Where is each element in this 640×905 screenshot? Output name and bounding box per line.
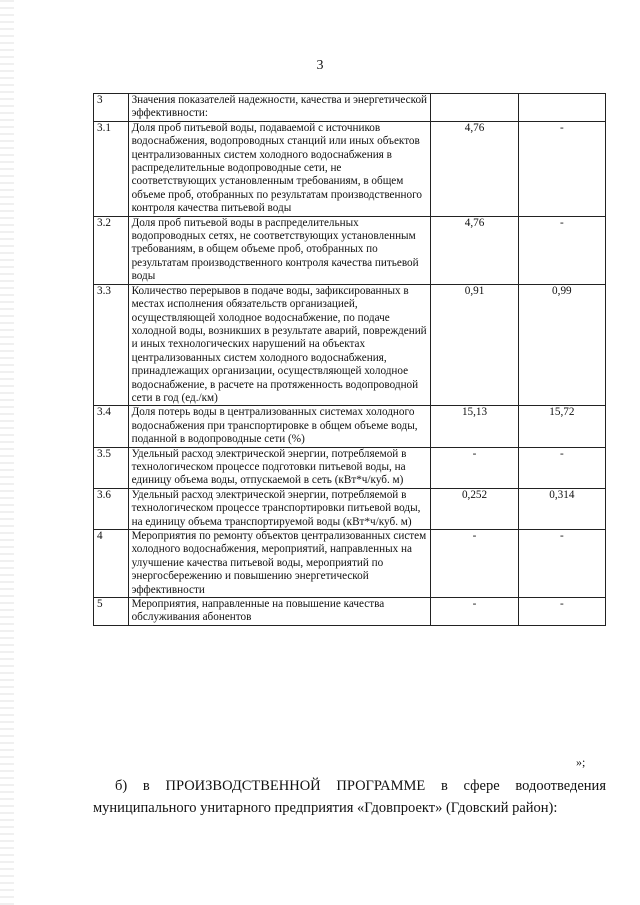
row-number: 3.2 — [94, 216, 129, 284]
table-row — [94, 406, 606, 447]
row-number: 3.1 — [94, 121, 129, 216]
indicators-table — [93, 93, 606, 626]
table-row — [94, 598, 606, 626]
table-row — [94, 94, 606, 122]
row-description: Мероприятия по ремонту объектов централизованных систем холодного водоснабжения, мероприятий, направленных на улучшение качества питьевой воды, мероприятий по энергосбережению и повышению энергетической эффективности — [128, 530, 431, 598]
row-value-2 — [518, 94, 605, 122]
table-row — [94, 447, 606, 488]
table-row — [94, 216, 606, 284]
page-number: 3 — [316, 58, 324, 73]
closing-quote: »; — [576, 755, 586, 769]
row-value-1: 0,91 — [431, 284, 518, 406]
row-value-1: 15,13 — [431, 406, 518, 447]
paragraph-line-1: б) в ПРОИЗВОДСТВЕННОЙ ПРОГРАММЕ в сфере водоотведения — [115, 778, 606, 794]
row-number: 3.3 — [94, 284, 129, 406]
row-value-1: - — [431, 530, 518, 598]
row-value-2: 15,72 — [518, 406, 605, 447]
row-description: Удельный расход электрической энергии, потребляемой в технологическом процессе подготовки питьевой воды, на единицу объема воды, отпускаемой в сеть (кВт*ч/куб. м) — [128, 447, 431, 488]
row-value-1: - — [431, 598, 518, 626]
row-description: Количество перерывов в подаче воды, зафиксированных в местах исполнения обязательств организацией, осуществляющей холодное водоснабжение, по подаче холодной воды, возникших в результате аварий, повреждений и иных технологических нарушений на объектах централизованных систем холодного водоснабжения, принадлежащих организации, осуществляющей холодное водоснабжение, в расчете на протяженность водопроводной сети в год (ед./км) — [128, 284, 431, 406]
row-value-1 — [431, 94, 518, 122]
row-value-2: - — [518, 216, 605, 284]
row-number: 3.6 — [94, 488, 129, 529]
row-value-1: - — [431, 447, 518, 488]
row-description: Доля потерь воды в централизованных системах холодного водоснабжения при транспортировке в общем объеме воды, поданной в водопроводные сети (%) — [128, 406, 431, 447]
row-number: 4 — [94, 530, 129, 598]
row-value-2: - — [518, 121, 605, 216]
row-value-2: 0,314 — [518, 488, 605, 529]
row-number: 3 — [94, 94, 129, 122]
table-row — [94, 530, 606, 598]
row-description: Значения показателей надежности, качества и энергетической эффективности: — [128, 94, 431, 122]
row-value-1: 0,252 — [431, 488, 518, 529]
row-description: Доля проб питьевой воды в распределительных водопроводных сетях, не соответствующих установленным требованиям, в общем объеме проб, отобранных по результатам производственного контроля качества питьевой воды — [128, 216, 431, 284]
row-description: Доля проб питьевой воды, подаваемой с источников водоснабжения, водопроводных станций или иных объектов централизованных систем холодного водоснабжения в распределительные водопроводные сети, не соответствующих установленным требованиям, в общем объеме проб, отобранных по результатам производственного контроля качества питьевой воды — [128, 121, 431, 216]
table-row — [94, 121, 606, 216]
table-row — [94, 488, 606, 529]
row-value-1: 4,76 — [431, 216, 518, 284]
row-value-1: 4,76 — [431, 121, 518, 216]
row-description: Мероприятия, направленные на повышение качества обслуживания абонентов — [128, 598, 431, 626]
table-row — [94, 284, 606, 406]
row-number: 5 — [94, 598, 129, 626]
row-description: Удельный расход электрической энергии, потребляемой в технологическом процессе транспортировки питьевой воды, на единицу объема транспортируемой воды (кВт*ч/куб. м) — [128, 488, 431, 529]
row-value-2: - — [518, 598, 605, 626]
row-number: 3.5 — [94, 447, 129, 488]
paragraph-line-2: муниципального унитарного предприятия «Гдовпроект» (Гдовский район): — [93, 800, 558, 816]
row-number: 3.4 — [94, 406, 129, 447]
row-value-2: - — [518, 447, 605, 488]
scan-edge-artifact — [0, 0, 14, 905]
row-value-2: 0,99 — [518, 284, 605, 406]
row-value-2: - — [518, 530, 605, 598]
